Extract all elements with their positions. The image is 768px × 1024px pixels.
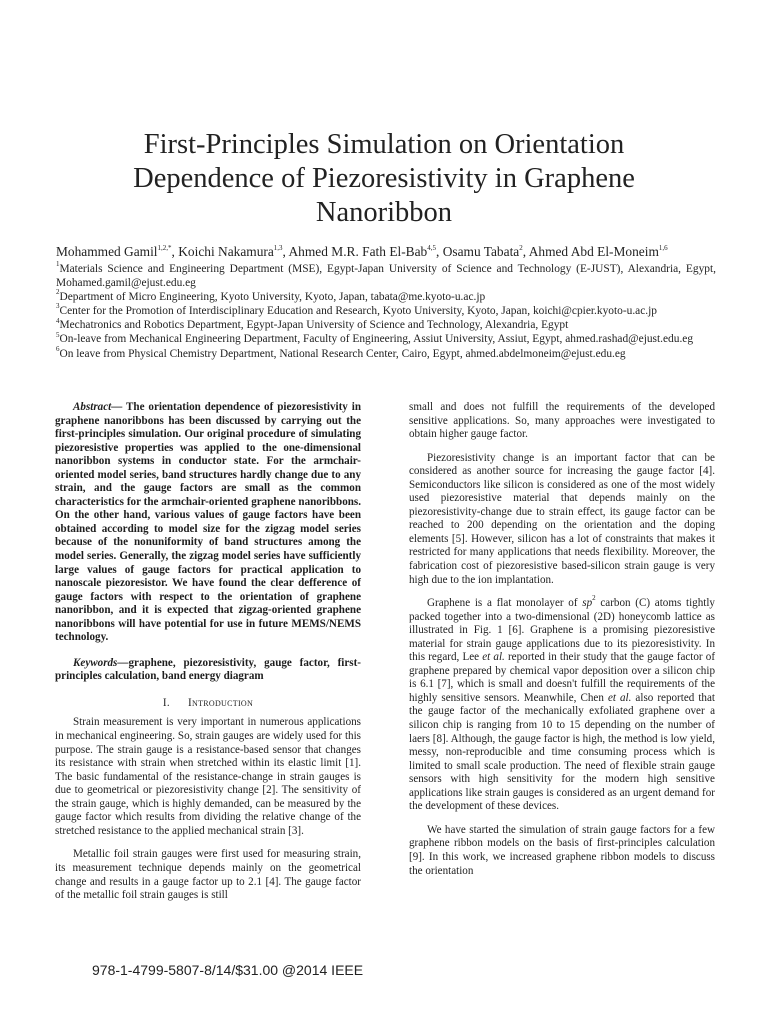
paragraph: Piezoresistivity change is an important factor that can be considered as another source for increasing the gauge factor [4]. Semiconductors like silicon is considered as one of the most widely used piezoresistive material that depends mainly on the piezoresistivity-change due to strain effect, its gauge factor can be reached to 200 depending on the orientation and the doping elements [5]. However, silicon has a lot of constraints that makes it restricted for many applications that needs flexibility. Moreover, the fabrication cost of piezoresistive based-silicon strain gauge is very high due to the ion implantation. [409,451,715,586]
paper-title: First-Principles Simulation on Orientation Dependence of Piezoresistivity in Graphene Nanoribbon [133,129,635,228]
author: Ahmed Abd El-Moneim$^{1,6}$ [528,243,668,259]
affiliation: $^5$On-leave from Mechanical Engineering Department, Faculty of Engineering, Assiut University, Assiut, Egypt, ahmed.rashad@ejust.edu.eg [56,330,694,346]
author: Osamu Tabata$^2$, [442,243,529,259]
keywords: Keywords—graphene, piezoresistivity, gauge factor, first-principles calculation, band energy diagram [55,656,361,683]
author: Ahmed M.R. Fath El-Bab$^{4,5}$, [288,243,443,259]
author: Koichi Nakamura$^{1,3}$, [178,243,289,259]
left-column [55,401,361,903]
author-list [56,243,716,260]
paragraph: Graphene is a flat monolayer of $sp^2$ carbon (C) atoms tightly packed together into a two-dimensional (2D) honeycomb lattice as illustrated in Fig. 1 [6]. Graphene is a promising piezoresistive material for strain gauge applications due to its piezoresistivity. In this regard, Lee et al. reported in their study that the gauge factor of graphene prepared by chemical vapor deposition over a silicon chip is 6.1 [7], which is small and doesn't fulfill the requirements of the highly sensitive sensors. Meanwhile, Chen et al. also reported that the gauge factor of the mechanically exfoliated graphene over a silicon chip is ranging from 10 to 15 depending on the number of laers [8]. Although, the gauge factor is high, the method is low yield, messy, non-reproducible and time consuming process which is limited to small scale production. The need of flexible strain gauge sensors with high sensitivity for the modern high sensitive applications like strain gauges is considered as an urgent demand for the development of these devices. [409,594,716,813]
abstract: Abstract— The orientation dependence of piezoresistivity in graphene nanoribbons has been discussed by carrying out the first-principles simulation. Our original procedure of simulating piezoresistive properties was applied to the one-dimensional nanoribbon systems in conductor state. For the armchair-oriented model series, band structures hardly change due to any strain, and the gauge factors are small as the common characteristics for the armchair-oriented graphene nanoribbons. On the other hand, various values of gauge factors have been obtained according to model size for the zigzag model series because of the nonuniformity of band structures among the model series. Generally, the zigzag model series have sufficiently large values of gauge factors for practical application to nanoscale piezoresistor. We have found the clear defference of gauge factors with respect to the orientation of graphene nanoribbon, and it is expected that zigzag-oriented graphene nanoribbons will have potential for use in future MEMS/NEMS technology. [55,401,361,644]
affiliation: $^2$Department of Micro Engineering, Kyoto University, Kyoto, Japan, tabata@me.kyoto-u.ac.jp [56,288,486,304]
copyright-footer: 978-1-4799-5807-8/14/$31.00 @2014 IEEE [92,962,364,978]
author: Mohammed Gamil$^{1,2,*}$, [56,243,179,259]
paragraph: Metallic foil strain gauges were first used for measuring strain, its measurement technique depends mainly on the geometrical change and results in a gauge factor up to 2.1 [4]. The gauge factor of the metallic foil strain gauges is still [55,848,361,902]
paragraph: We have started the simulation of strain gauge factors for a few graphene ribbon models on the basis of first-principles calculation [9]. In this work, we increased graphene ribbon models to discuss the orientation [409,823,715,877]
section-heading-introduction: I. Introduction [162,696,254,709]
affiliation: $^3$Center for the Promotion of Interdisciplinary Education and Research, Kyoto University, Kyoto, Japan, koichi@cpier.kyoto-u.ac.jp [56,302,657,318]
affiliation: $^4$Mechatronics and Robotics Department, Egypt-Japan University of Science and Technology, Alexandria, Egypt [56,316,569,332]
affiliation: $^6$On leave from Physical Chemistry Department, National Research Center, Cairo, Egypt, ahmed.abdelmoneim@ejust.edu.eg [56,344,626,360]
paragraph: Strain measurement is very important in numerous applications in mechanical engineering. So, strain gauges are widely used for this purpose. The strain gauge is a resistance-based sensor that changes its resistance with strain when stretched within its elastic limit [1]. The basic fundamental of the resistance-change in strain gauges is due to geometrical or piezoresistivity change [2]. The sensitivity of the strain gauge, which is highly demanded, can be measured by the gauge factor which results from dividing the relative change of the stretched resistance to the applied mechanical strain [3]. [55,716,361,837]
affiliation: $^1$Materials Science and Engineering Department (MSE), Egypt-Japan University of Science and Technology (E-JUST), Alexandria, Egypt, Mohamed.gamil@ejust.edu.eg [56,260,716,290]
affiliation-list [56,262,716,361]
right-column [409,401,715,878]
paragraph: small and does not fulfill the requirements of the developed sensitive applications. So, many approaches were investigated to obtain higher gauge factor. [409,401,715,441]
